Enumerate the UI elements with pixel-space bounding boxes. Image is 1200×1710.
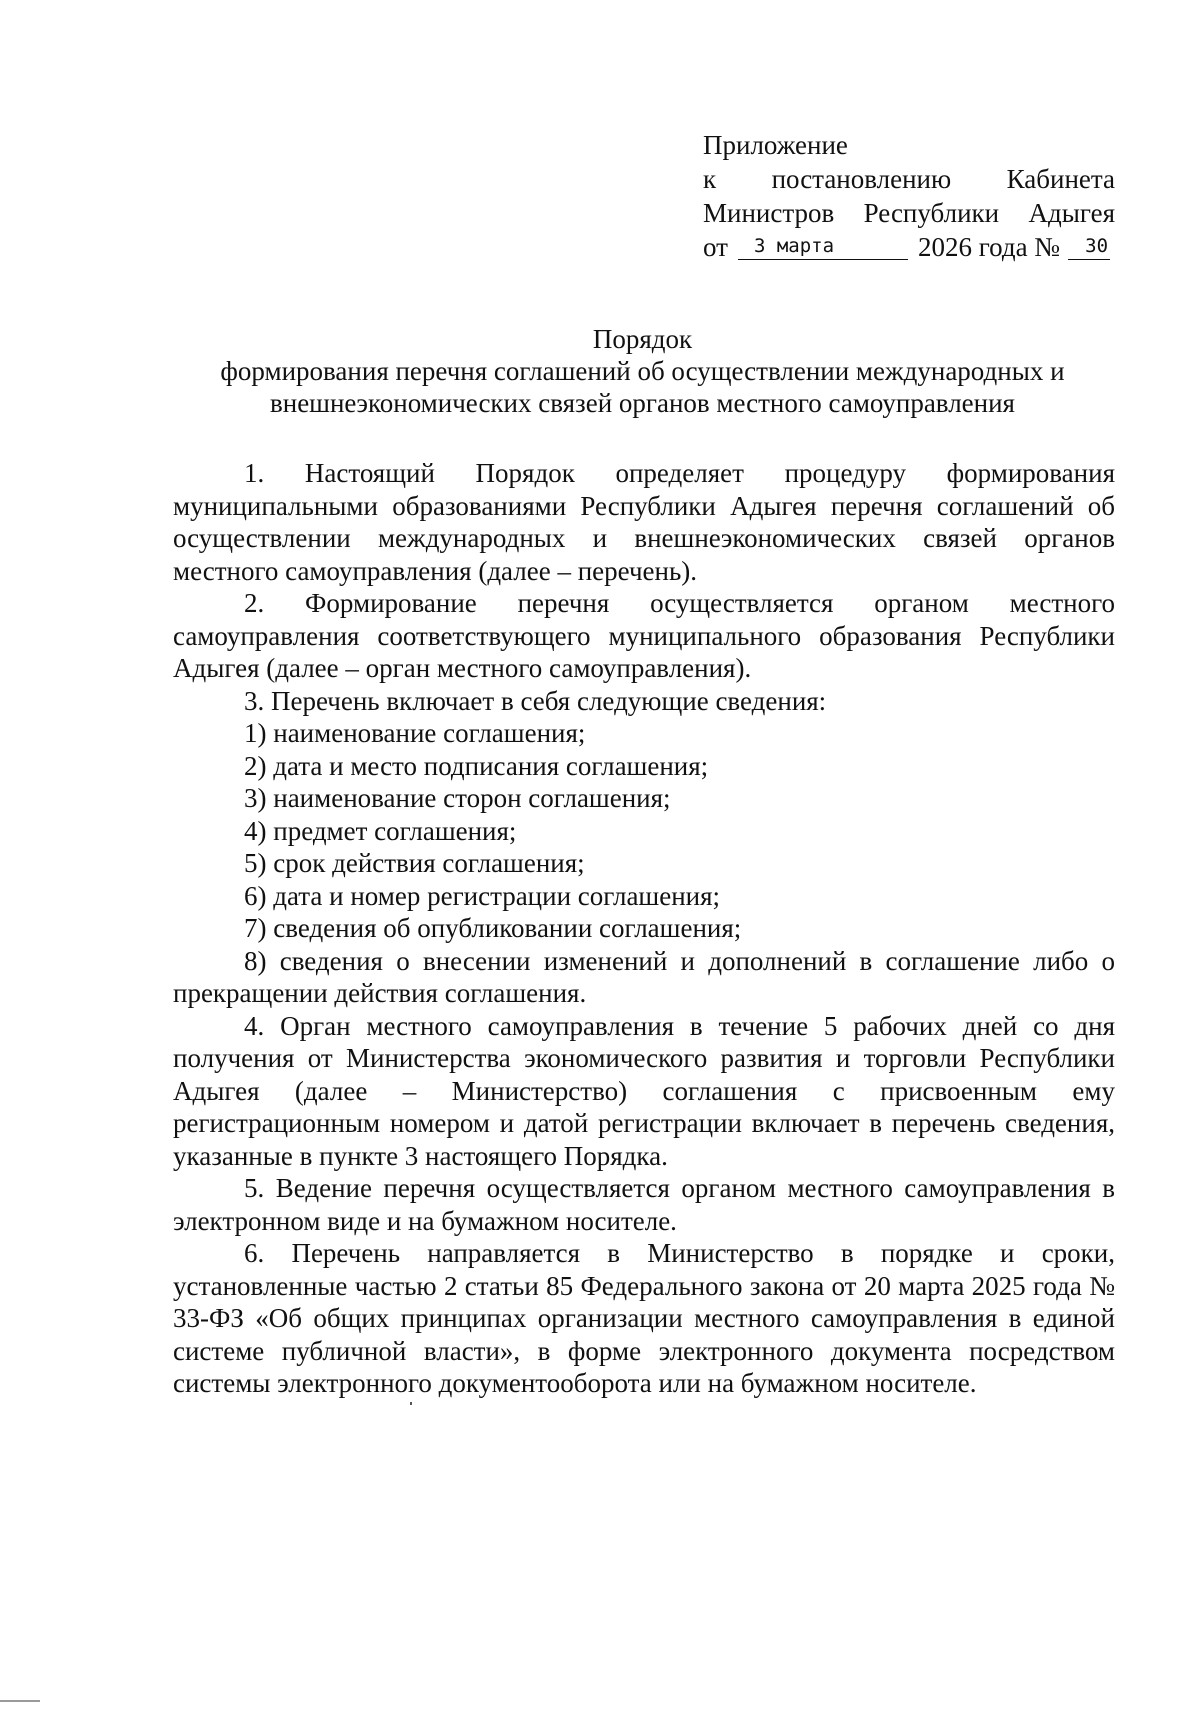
paragraph-3: 3. Перечень включает в себя следующие сведения:	[244, 685, 827, 716]
list-item-5: 5) срок действия соглашения;	[244, 848, 585, 878]
paragraph-6: 6. Перечень направляется в Министерство в порядке и сроки, установленные частью 2 статьи 85 Федерального закона от 20 марта 2025 года № 33-ФЗ «Об общих принципах организации местного самоуправления в единой системе публичной власти», в форме электронного документа посредством системы электронного документооборота или на бумажном носителе.	[173, 1238, 1115, 1398]
appendix-block	[703, 128, 1115, 264]
paragraph-2: 2. Формирование перечня осуществляется органом местного самоуправления соответствующего муниципального образования Республики Адыгея (далее – орган местного самоуправления).	[173, 588, 1115, 683]
scan-artifact-bottom-left	[0, 1700, 40, 1702]
paragraph-1: 1. Настоящий Порядок определяет процедуру формирования муниципальными образованиями Республики Адыгея перечня соглашений об осуществлении международных и внешнеэкономических связей органов местного самоуправления (далее – перечень).	[173, 458, 1115, 586]
appendix-line-ministers: Министров Республики Адыгея	[703, 198, 1115, 228]
list-item-8: 8) сведения о внесении изменений и дополнений в соглашение либо о прекращении действия соглашения.	[173, 945, 1115, 1008]
document-subtitle-line-2: внешнеэкономических связей органов местного самоуправления	[270, 388, 1015, 418]
list-item-7: 7) сведения об опубликовании соглашения;	[244, 913, 742, 943]
appendix-line-decree: к постановлению Кабинета	[703, 164, 1115, 194]
appendix-title: Приложение	[703, 130, 848, 160]
document-title: Порядок	[592, 324, 693, 354]
document-heading	[170, 323, 1115, 419]
appendix-date-field: 3 марта	[738, 234, 908, 260]
document-body	[173, 457, 1115, 1400]
list-item-3: 3) наименование сторон соглашения;	[244, 783, 671, 813]
appendix-year-label: 2026 года №	[917, 232, 1061, 262]
list-item-2: 2) дата и место подписания соглашения;	[244, 750, 709, 781]
list-item-6: 6) дата и номер регистрации соглашения;	[244, 880, 721, 911]
list-item-1: 1) наименование соглашения;	[244, 718, 586, 748]
paragraph-4: 4. Орган местного самоуправления в течение 5 рабочих дней со дня получения от Министерства экономического развития и торговли Республики Адыгея (далее – Министерство) соглашения с присвоенным ему регистрационным номером и датой регистрации включает в перечень сведения, указанные в пункте 3 настоящего Порядка.	[173, 1010, 1115, 1171]
appendix-from-label: от	[703, 232, 728, 262]
list-item-4: 4) предмет соглашения;	[244, 815, 517, 846]
document-subtitle-line-1: формирования перечня соглашений об осуществлении международных и	[220, 356, 1065, 386]
appendix-number-field: 30	[1068, 234, 1110, 260]
scan-artifact-dot	[410, 1402, 412, 1405]
appendix-date-line	[703, 230, 1115, 264]
paragraph-5: 5. Ведение перечня осуществляется органом местного самоуправления в электронном виде и на бумажном носителе.	[173, 1173, 1115, 1236]
